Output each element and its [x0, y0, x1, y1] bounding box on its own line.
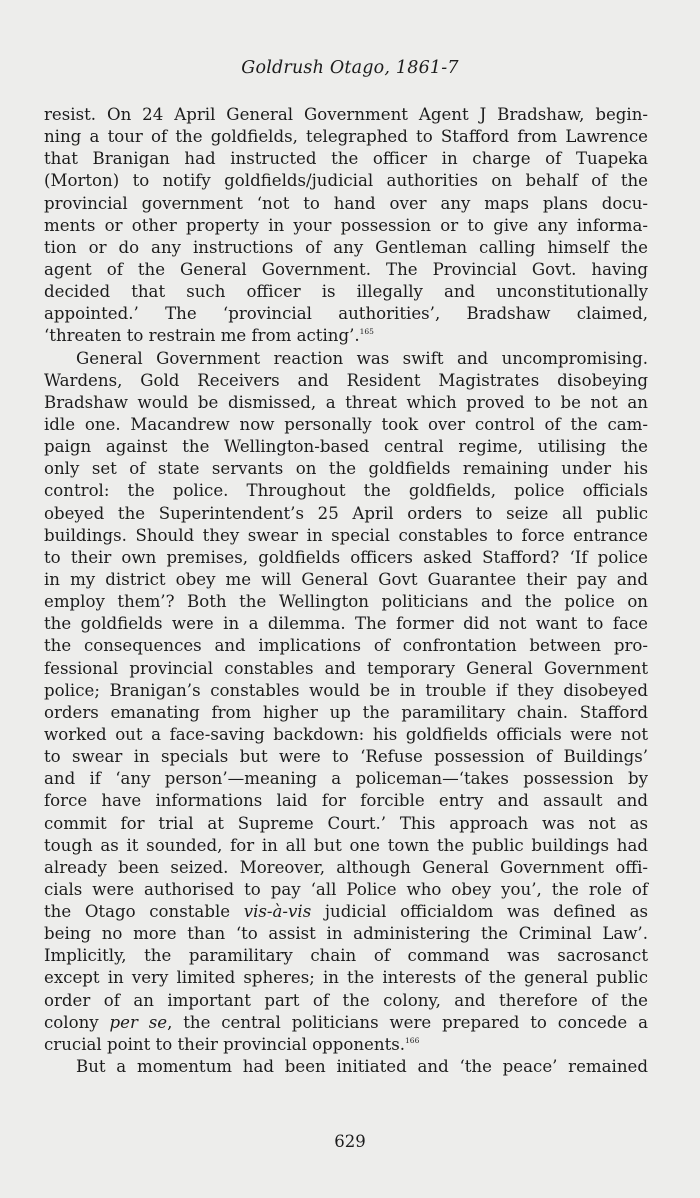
text-segment: the consequences and implications of confrontation between pro- — [44, 636, 648, 656]
italic-term: per se — [109, 1012, 168, 1032]
text-segment: fessional provincial constables and temporary General Government — [44, 658, 648, 678]
text-line — [44, 635, 648, 657]
running-head: Goldrush Otago, 1861-7 — [241, 58, 459, 78]
text-segment: commit for trial at Supreme Court.’ This approach was not as — [44, 813, 648, 833]
text-segment: worked out a face-saving backdown: his goldfields officials were not — [44, 724, 648, 744]
text-line — [44, 525, 648, 547]
text-segment: the goldfields were in a dilemma. The former did not want to face — [44, 614, 648, 634]
text-line — [44, 658, 648, 680]
text-line — [44, 1012, 648, 1034]
text-line — [44, 901, 648, 923]
text-line — [44, 148, 648, 170]
text-segment: ‘threaten to restrain me from acting’. — [44, 326, 360, 346]
text-line — [44, 613, 648, 635]
text-line — [44, 215, 648, 237]
text-segment: obeyed the Superintendent’s 25 April orders to seize all public — [44, 503, 648, 523]
text-segment: police; Branigan’s constables would be in trouble if they disobeyed — [44, 680, 648, 700]
text-line — [44, 480, 648, 502]
text-line — [44, 414, 648, 436]
text-line — [44, 680, 648, 702]
text-line — [44, 193, 648, 215]
text-line — [44, 126, 648, 148]
text-line — [44, 237, 648, 259]
text-segment: that Branigan had instructed the officer in charge of Tuapeka — [44, 149, 648, 169]
text-segment: only set of state servants on the goldfields remaining under his — [44, 459, 648, 479]
text-line — [44, 303, 648, 325]
text-segment: ning a tour of the goldfields, telegraphed to Stafford from Lawrence — [44, 127, 648, 147]
text-segment: Bradshaw would be dismissed, a threat which proved to be not an — [44, 392, 648, 412]
text-segment: paign against the Wellington-based central regime, utilising the — [44, 437, 648, 457]
text-segment: resist. On 24 April General Government Agent J Bradshaw, begin- — [44, 105, 648, 124]
text-segment: , the central politicians were prepared to concede a — [167, 1012, 648, 1032]
text-line — [44, 923, 648, 945]
text-segment: appointed.’ The ‘provincial authorities’, Bradshaw claimed, — [44, 304, 648, 324]
text-segment: to swear in specials but were to ‘Refuse possession of Buildings’ — [44, 747, 648, 767]
page-number: 629 — [334, 1132, 366, 1151]
text-line — [44, 503, 648, 525]
text-line — [44, 857, 648, 879]
text-segment: order of an important part of the colony, and therefore of the — [44, 990, 648, 1010]
text-segment: force have informations laid for forcible entry and assault and — [44, 791, 648, 811]
text-segment: ments or other property in your possession or to give any informa- — [44, 215, 648, 235]
text-segment: cials were authorised to pay ‘all Police who obey you’, the role of — [44, 879, 648, 899]
italic-term: vis-à-vis — [243, 902, 312, 922]
text-segment: control: the police. Throughout the goldfields, police officials — [44, 481, 648, 501]
text-line — [44, 1034, 648, 1056]
text-line — [44, 724, 648, 746]
body-text — [44, 104, 648, 1078]
text-segment: in my district obey me will General Govt Guarantee their pay and — [44, 569, 648, 589]
text-line — [44, 436, 648, 458]
text-line — [44, 259, 648, 281]
text-segment: Implicitly, the paramilitary chain of command was sacrosanct — [44, 946, 648, 966]
text-segment: decided that such officer is illegally and unconstitutionally — [44, 282, 648, 302]
text-line — [44, 281, 648, 303]
text-segment: tion or do any instructions of any Gentleman calling himself the — [44, 237, 648, 257]
text-line — [44, 569, 648, 591]
text-segment: except in very limited spheres; in the interests of the general public — [44, 968, 648, 988]
text-line — [44, 835, 648, 857]
text-segment: already been seized. Moreover, although General Government offi- — [44, 857, 648, 877]
text-line — [44, 945, 648, 967]
text-segment: agent of the General Government. The Provincial Govt. having — [44, 259, 648, 279]
text-line — [44, 325, 648, 347]
text-segment: tough as it sounded, for in all but one town the public buildings had — [44, 835, 648, 855]
text-segment: provincial government ‘not to hand over any maps plans docu- — [44, 193, 648, 213]
text-line — [44, 813, 648, 835]
text-line — [44, 370, 648, 392]
text-line — [44, 1056, 648, 1078]
text-segment: General Government reaction was swift and uncompromising. — [76, 348, 648, 368]
text-line — [44, 458, 648, 480]
text-line — [44, 392, 648, 414]
text-line — [44, 348, 648, 370]
text-line — [44, 104, 648, 126]
text-segment: (Morton) to notify goldfields/judicial authorities on behalf of the — [44, 171, 648, 191]
text-line — [44, 768, 648, 790]
text-segment: being no more than ‘to assist in administering the Criminal Law’. — [44, 924, 648, 944]
text-line — [44, 547, 648, 569]
text-segment: Wardens, Gold Receivers and Resident Magistrates disobeying — [44, 370, 648, 390]
text-segment: buildings. Should they swear in special constables to force entrance — [44, 525, 648, 545]
text-segment: orders emanating from higher up the paramilitary chain. Stafford — [44, 702, 648, 722]
text-line — [44, 990, 648, 1012]
footnote-marker: 165 — [359, 327, 374, 337]
text-line — [44, 967, 648, 989]
text-line — [44, 702, 648, 724]
text-line — [44, 879, 648, 901]
text-line — [44, 746, 648, 768]
text-segment: and if ‘any person’—meaning a policeman—‘takes possession by — [44, 769, 648, 789]
text-line — [44, 170, 648, 192]
text-segment: idle one. Macandrew now personally took over control of the cam- — [44, 414, 648, 434]
footnote-marker: 166 — [405, 1035, 420, 1045]
text-segment: to their own premises, goldfields officers asked Stafford? ‘If police — [44, 547, 648, 567]
text-segment: employ them’? Both the Wellington politicians and the police on — [44, 592, 648, 612]
text-line — [44, 790, 648, 812]
text-segment: crucial point to their provincial opponents. — [44, 1034, 406, 1054]
text-segment: the Otago constable — [44, 902, 244, 922]
text-line — [44, 591, 648, 613]
text-segment: But a momentum had been initiated and ‘the peace’ remained — [76, 1057, 648, 1077]
text-segment: colony — [44, 1012, 110, 1032]
text-segment: judicial officialdom was defined as — [311, 902, 648, 922]
